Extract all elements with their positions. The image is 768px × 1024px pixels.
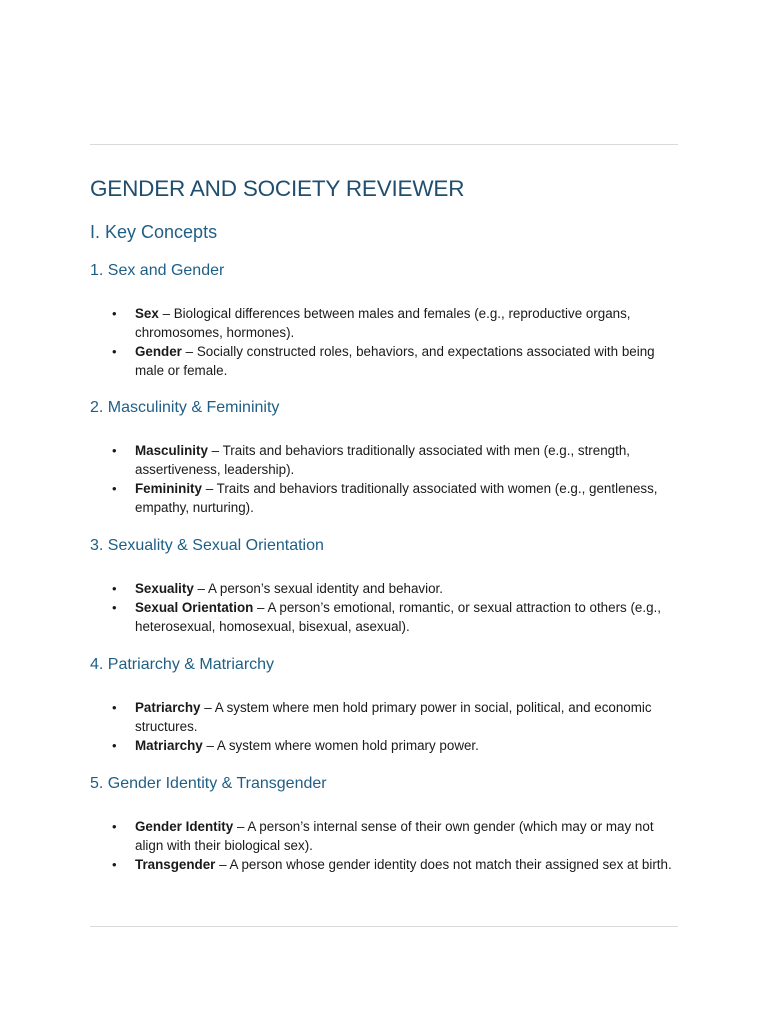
term-list-sex-gender (90, 304, 678, 380)
subsection-heading-masculinity-femininity: 2. Masculinity & Femininity (90, 399, 280, 416)
term-definition: A person whose gender identity does not match their assigned sex at birth. (229, 857, 672, 872)
term-label: Sex (135, 306, 159, 321)
term-label: Matriarchy (135, 738, 203, 753)
bullet-icon: • (112, 443, 117, 458)
term-definition: Biological differences between males and females (e.g., reproductive organs, chromosomes, hormones). (135, 306, 631, 340)
term-list-masculinity-femininity (90, 441, 678, 517)
term-label: Gender Identity (135, 819, 234, 834)
list-item (90, 736, 678, 755)
bullet-icon: • (112, 738, 117, 753)
term-label: Patriarchy (135, 700, 201, 715)
bullet-icon: • (112, 481, 117, 496)
list-item (90, 579, 678, 598)
bullet-icon: • (112, 581, 117, 596)
list-item (90, 479, 678, 517)
term-definition: A person’s sexual identity and behavior. (207, 581, 443, 596)
term-dash: – (205, 481, 214, 496)
bullet-icon: • (112, 819, 117, 834)
bullet-icon: • (112, 857, 117, 872)
bottom-divider (90, 926, 678, 927)
term-definition: A person’s emotional, romantic, or sexual attraction to others (e.g., heterosexual, homosexual, bisexual, asexual). (135, 600, 661, 634)
term-label: Gender (135, 344, 182, 359)
list-item (90, 817, 678, 855)
term-dash: – (211, 443, 220, 458)
term-label: Transgender (135, 857, 216, 872)
list-item (90, 304, 678, 342)
bullet-icon: • (112, 344, 117, 359)
term-label: Sexual Orientation (135, 600, 254, 615)
term-dash: – (219, 857, 227, 872)
term-definition: Traits and behaviors traditionally associated with men (e.g., strength, assertiveness, leadership). (135, 443, 630, 477)
term-definition: Traits and behaviors traditionally associated with women (e.g., gentleness, empathy, nurturing). (135, 481, 658, 515)
term-dash: – (206, 738, 214, 753)
term-definition: Socially constructed roles, behaviors, and expectations associated with being male or female. (135, 344, 655, 378)
term-label: Masculinity (135, 443, 208, 458)
list-item (90, 855, 678, 874)
term-list-patriarchy-matriarchy (90, 698, 678, 755)
term-dash: – (204, 700, 212, 715)
term-list-sexuality-orientation (90, 579, 678, 636)
term-definition: A system where men hold primary power in social, political, and economic structures. (135, 700, 652, 734)
list-item (90, 598, 678, 636)
term-label: Femininity (135, 481, 202, 496)
list-item (90, 698, 678, 736)
list-item (90, 441, 678, 479)
term-dash: – (197, 581, 205, 596)
subsection-heading-sex-gender: 1. Sex and Gender (90, 262, 225, 279)
bullet-icon: • (112, 306, 117, 321)
term-dash: – (257, 600, 265, 615)
term-list-identity-transgender (90, 817, 678, 874)
top-divider (90, 144, 678, 145)
subsection-heading-patriarchy-matriarchy: 4. Patriarchy & Matriarchy (90, 656, 275, 673)
term-definition: A person’s internal sense of their own gender (which may or may not align with their biological sex). (135, 819, 654, 853)
section-heading-key-concepts: I. Key Concepts (90, 222, 218, 242)
term-dash: – (162, 306, 171, 321)
document-title: GENDER AND SOCIETY REVIEWER (90, 176, 465, 201)
term-definition: A system where women hold primary power. (216, 738, 479, 753)
bullet-icon: • (112, 700, 117, 715)
list-item (90, 342, 678, 380)
subsection-heading-sexuality-orientation: 3. Sexuality & Sexual Orientation (90, 537, 324, 554)
term-dash: – (236, 819, 245, 834)
bullet-icon: • (112, 600, 117, 615)
subsection-heading-identity-transgender: 5. Gender Identity & Transgender (90, 775, 327, 792)
term-dash: – (185, 344, 194, 359)
term-label: Sexuality (135, 581, 194, 596)
